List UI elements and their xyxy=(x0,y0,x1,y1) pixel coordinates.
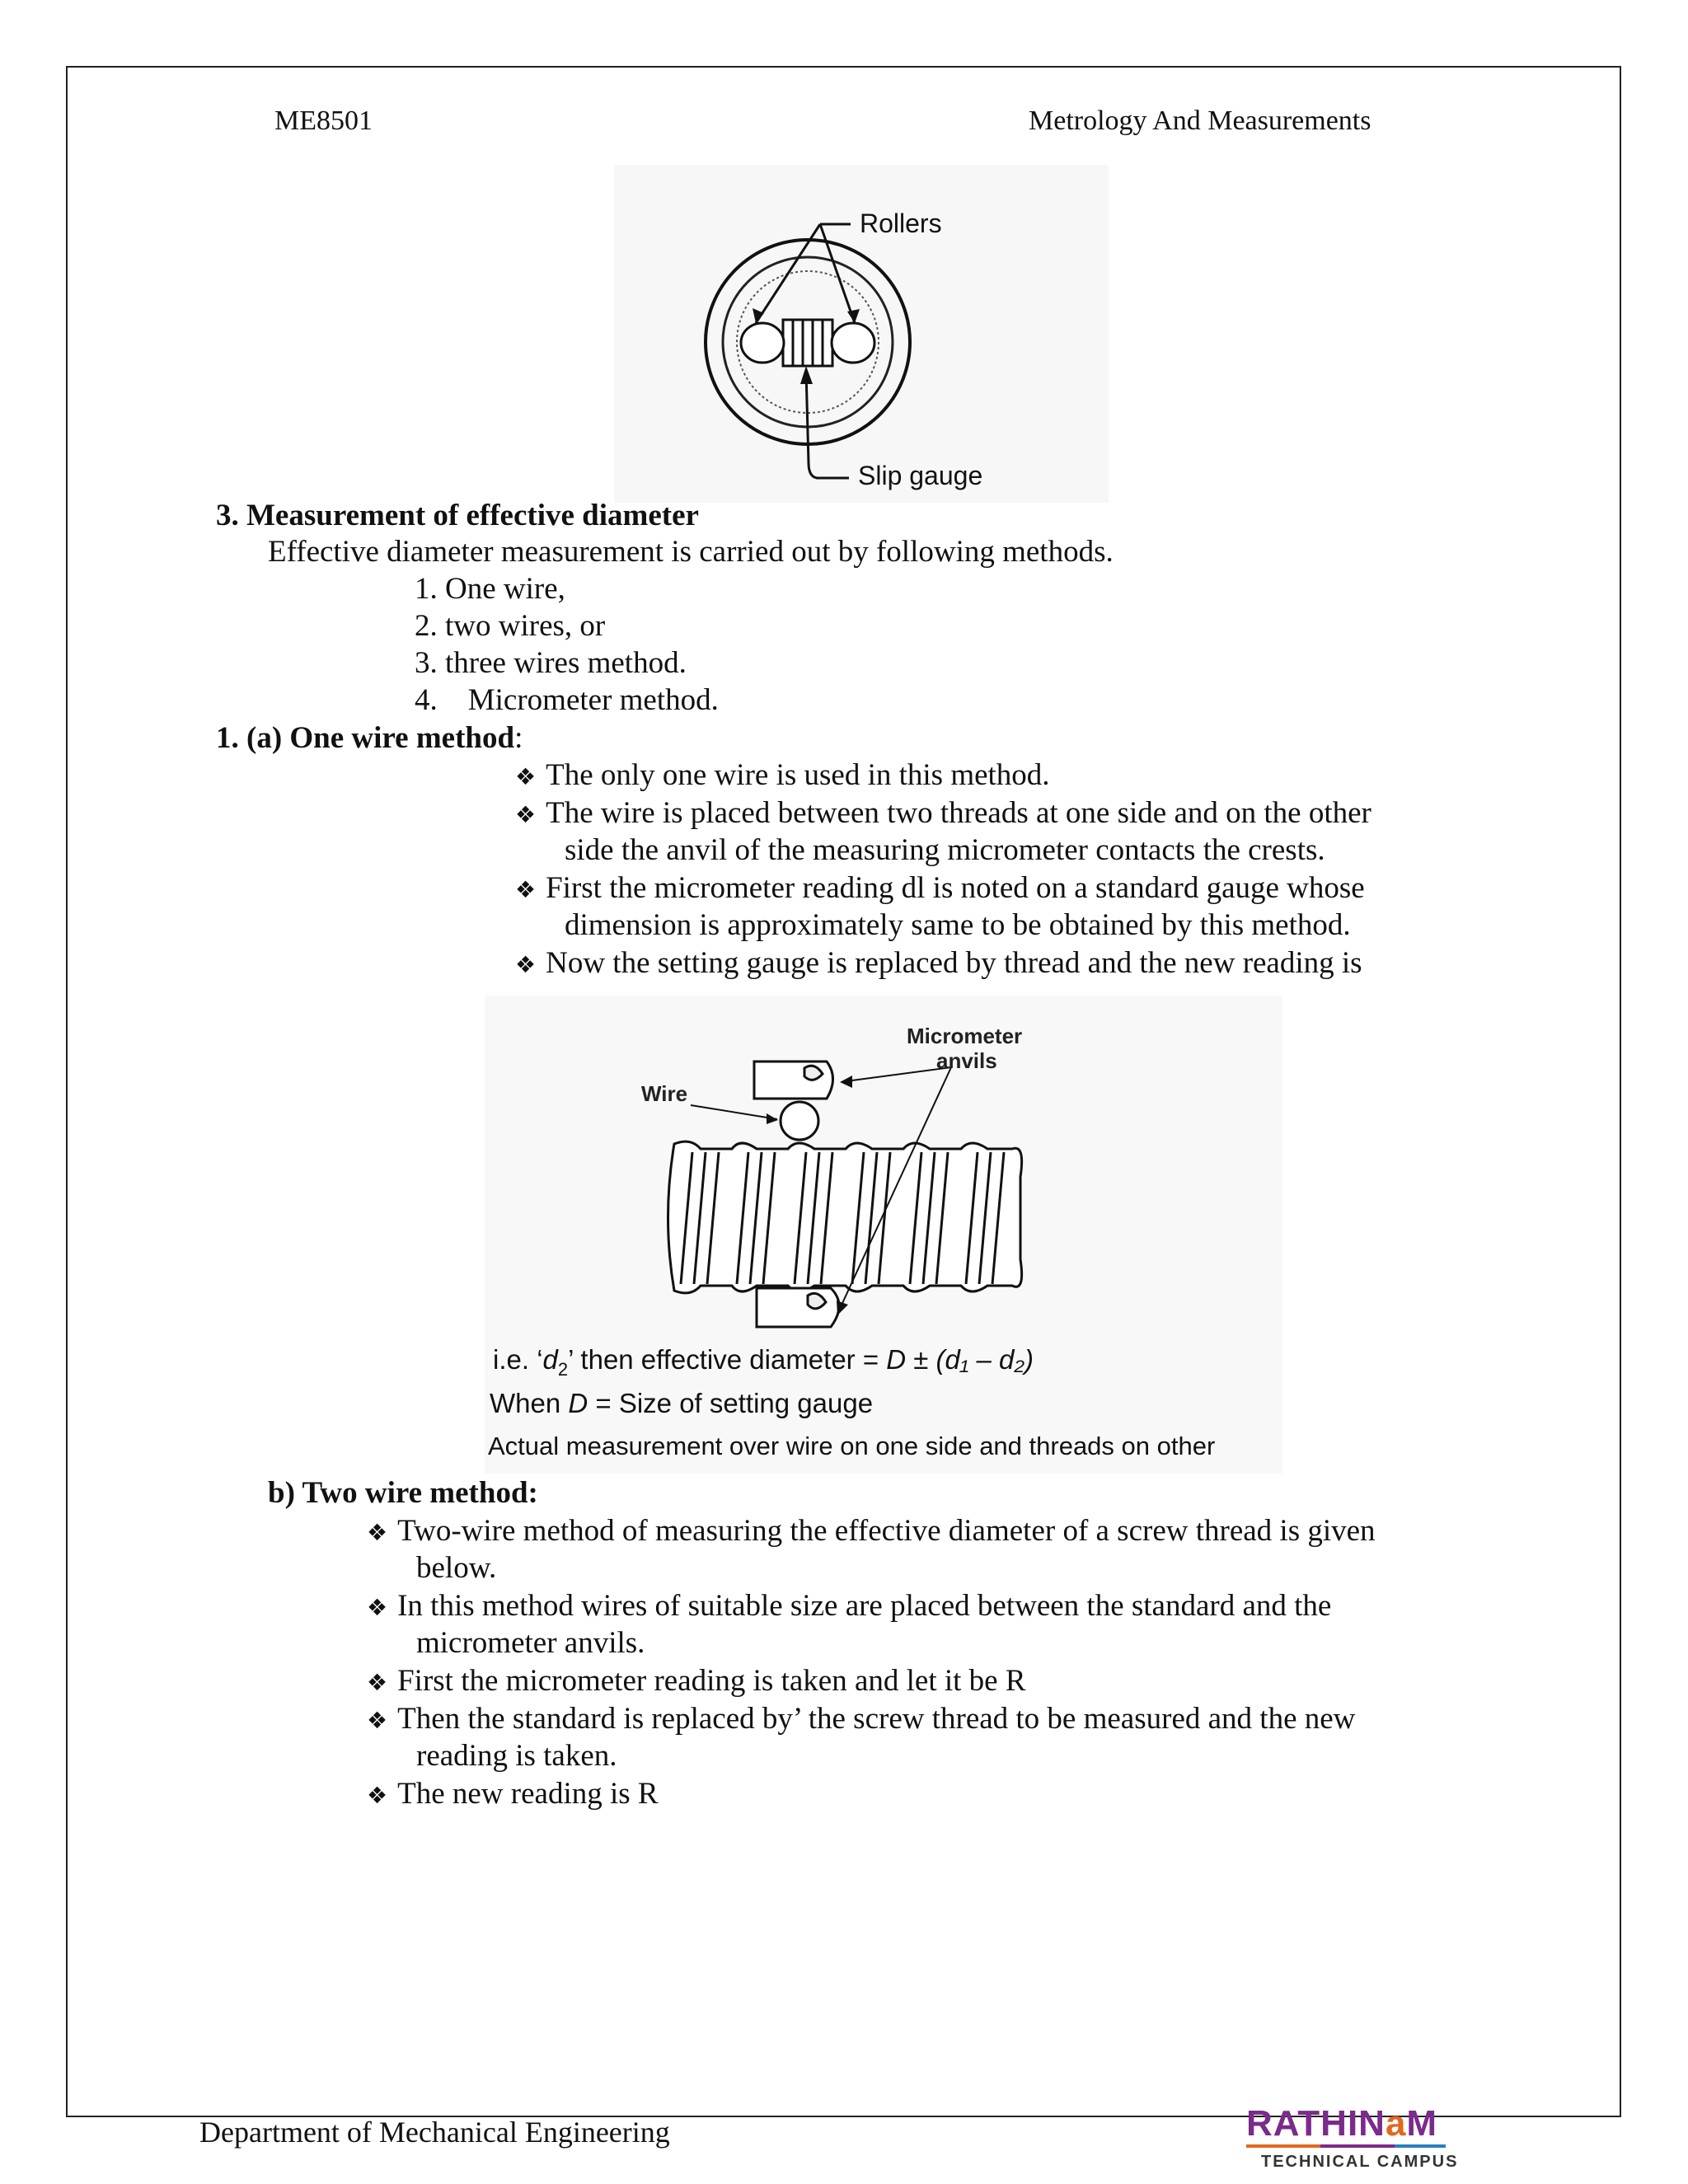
one-wire-heading-text: 1. (a) One wire method xyxy=(216,721,515,755)
logo-underline xyxy=(1395,2144,1446,2148)
bullet-text: Two-wire method of measuring the effective diameter of a screw thread is given xyxy=(397,1514,1376,1548)
bullet-item xyxy=(515,944,1362,984)
footer-department: Department of Mechanical Engineering xyxy=(199,2116,670,2149)
slip-gauge-label: Slip gauge xyxy=(858,461,983,490)
caption-line-1: i.e. ‘$d_2$’ then effective diameter = D ± (d₁ – d₂) xyxy=(493,1344,1034,1380)
diamond-bullet-icon: ❖ xyxy=(367,1669,388,1696)
one-wire-heading-colon: : xyxy=(514,721,523,755)
logo-underline xyxy=(1246,2144,1320,2148)
bullet-item xyxy=(515,794,1372,834)
bullet-item xyxy=(367,1775,659,1815)
diamond-bullet-icon: ❖ xyxy=(367,1594,388,1621)
method-item: 4. Micrometer method. xyxy=(415,683,719,717)
diamond-bullet-icon: ❖ xyxy=(367,1707,388,1734)
bullet-continuation: micrometer anvils. xyxy=(416,1626,645,1660)
anvils-label: anvils xyxy=(936,1048,997,1073)
bullet-text: Now the setting gauge is replaced by thread and the new reading is xyxy=(546,946,1362,980)
course-title: Metrology And Measurements xyxy=(1029,105,1372,136)
logo-underline xyxy=(1320,2144,1395,2148)
bullet-text: First the micrometer reading is taken and let it be R xyxy=(397,1664,1026,1698)
bullet-text: Then the standard is replaced by’ the screw thread to be measured and the new xyxy=(397,1702,1356,1736)
rollers-label: Rollers xyxy=(860,209,942,238)
bullet-continuation: dimension is approximately same to be obtained by this method. xyxy=(565,908,1351,942)
wire-label: Wire xyxy=(641,1081,688,1106)
course-code: ME8501 xyxy=(274,105,373,136)
bullet-item xyxy=(367,1662,1026,1702)
bullet-text: The new reading is R xyxy=(397,1777,659,1811)
diamond-bullet-icon: ❖ xyxy=(515,763,537,790)
bullet-continuation: side the anvil of the measuring micrometer contacts the crests. xyxy=(565,833,1325,867)
one-wire-heading xyxy=(216,719,523,757)
bullet-text: The only one wire is used in this method. xyxy=(546,758,1050,792)
rathinam-logo xyxy=(1246,2103,1437,2144)
diamond-bullet-icon: ❖ xyxy=(367,1782,388,1809)
bullet-item xyxy=(367,1700,1355,1740)
bullet-text: First the micrometer reading dl is noted on a standard gauge whose xyxy=(546,871,1365,905)
method-item: 1. One wire, xyxy=(415,572,565,606)
logo-wordmark: RATHINaM xyxy=(1246,2103,1438,2144)
two-wire-heading: b) Two wire method: xyxy=(268,1476,538,1510)
section-heading: 3. Measurement of effective diameter xyxy=(216,499,699,532)
caption-line-2: When D = Size of setting gauge xyxy=(490,1388,874,1418)
logo-subtitle: TECHNICAL CAMPUS xyxy=(1261,2153,1459,2171)
bullet-item xyxy=(367,1587,1331,1627)
method-item: 3. three wires method. xyxy=(415,646,687,680)
bullet-item xyxy=(515,869,1365,909)
diamond-bullet-icon: ❖ xyxy=(515,951,537,978)
diamond-bullet-icon: ❖ xyxy=(515,876,537,903)
rollers-slip-gauge-figure xyxy=(614,165,1109,503)
section-intro: Effective diameter measurement is carried out by following methods. xyxy=(268,535,1114,569)
bullet-continuation: reading is taken. xyxy=(416,1739,617,1773)
bullet-text: The wire is placed between two threads at one side and on the other xyxy=(546,796,1372,830)
bullet-continuation: below. xyxy=(416,1551,497,1585)
bullet-item xyxy=(515,757,1050,796)
diamond-bullet-icon: ❖ xyxy=(515,801,537,828)
diamond-bullet-icon: ❖ xyxy=(367,1519,388,1546)
one-wire-method-figure xyxy=(485,996,1282,1474)
micrometer-label: Micrometer xyxy=(907,1024,1023,1048)
bullet-item xyxy=(367,1512,1376,1552)
caption-line-3: Actual measurement over wire on one side and threads on other xyxy=(488,1432,1216,1460)
method-item: 2. two wires, or xyxy=(415,609,606,643)
bullet-text: In this method wires of suitable size are placed between the standard and the xyxy=(397,1589,1332,1623)
